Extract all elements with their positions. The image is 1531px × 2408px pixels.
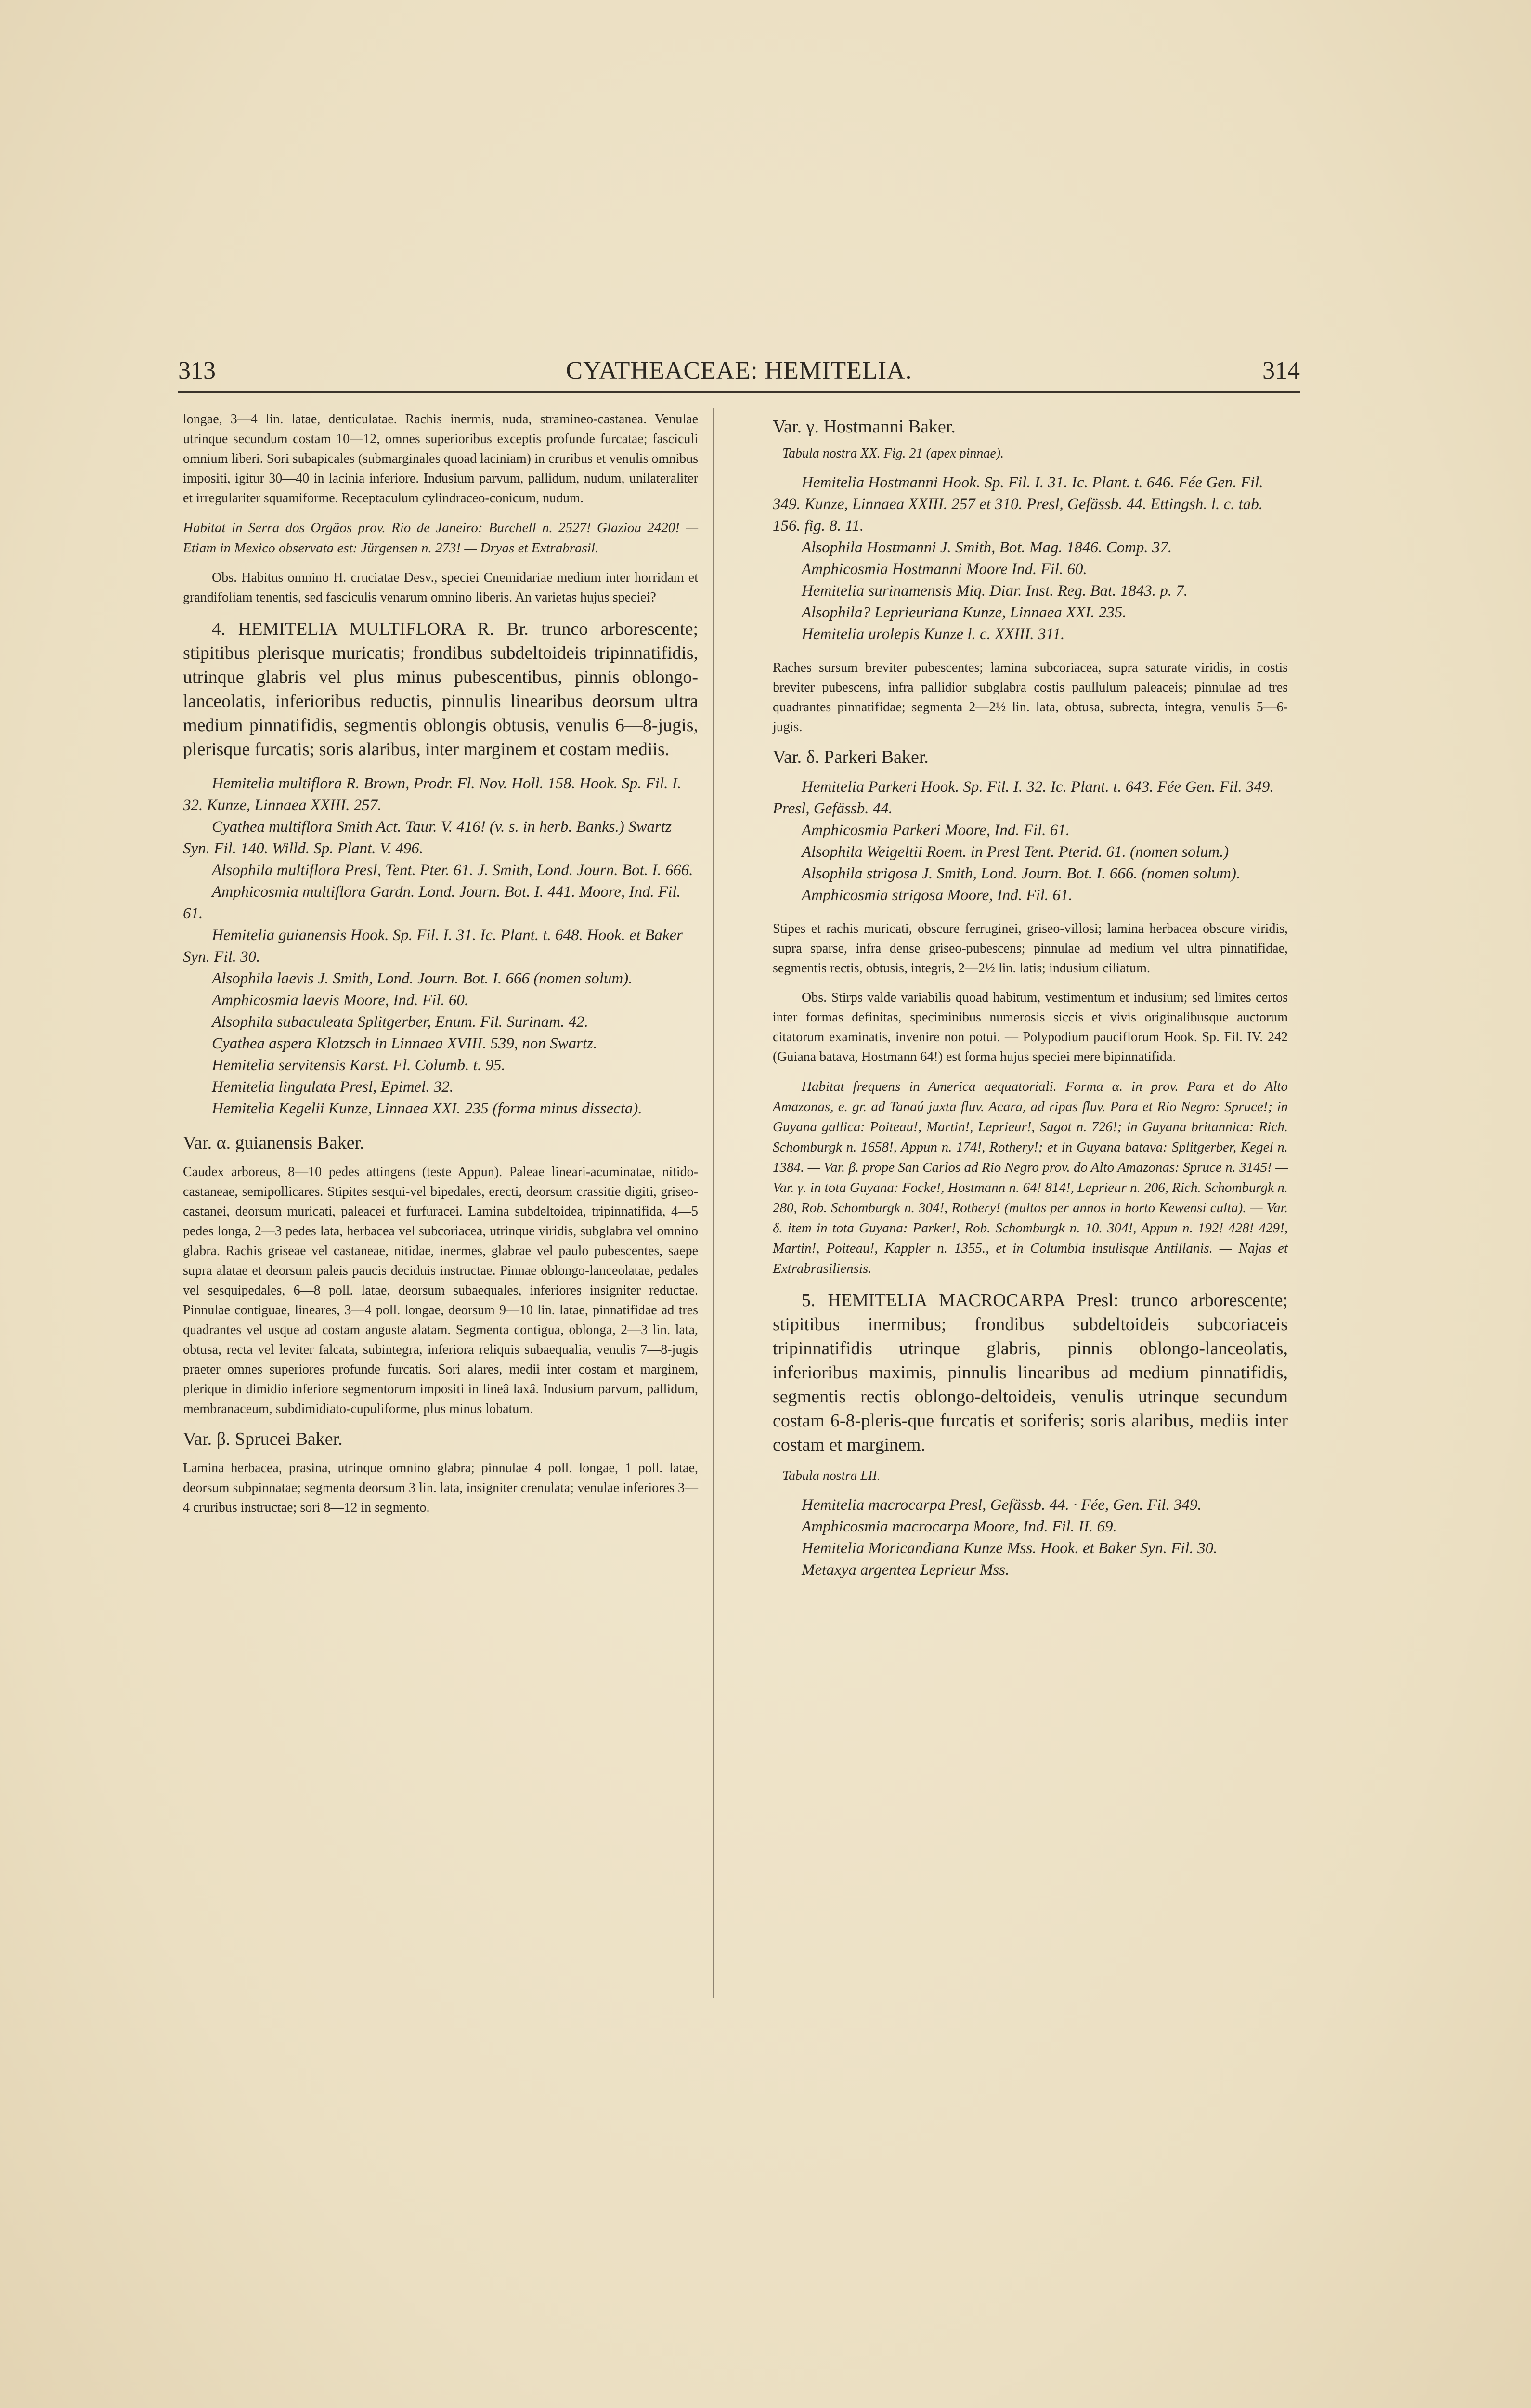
running-header [178, 356, 1300, 390]
plate-reference: Tabula nostra XX. Fig. 21 (apex pinnae). [782, 446, 1004, 461]
habitat-note: Habitat frequens in America aequatoriali. Forma α. in prov. Para et do Alto Amazonas, e. gr. ad Tanaú juxta fluv. Acara, ad ripas fluv. Para et Rio Negro: Spruce!; in Guyana gallica: Poiteau!, Martin!, Leprieur!, Sagot n. 726!; in Guyana britannica: Rich. Schomburgk n. 1658!, Appun n. 174!, Rothery!; et in Guyana batava: Splitgerber, Kegel n. 1384. — Var. β. prope San Carlos ad Rio Negro prov. do Alto Amazonas: Spruce n. 3145! — Var. γ. in tota Guyana: Focke!, Hostmann n. 64! 814!, Leprieur n. 206, Rich. Schomburgk n. 280, Rob. Schomburgk n. 304!, Rothery! (multos per annos in horto Kewensi culta). — Var. δ. item in tota Guyana: Parker!, Rob. Schomburgk n. 10. 304!, Appun n. 192! 428! 429!, Martin!, Poiteau!, Kappler n. 1355., et in Columbia insulisque Antillanis. — Najas et Extrabrasiliensis. [773, 1079, 1288, 1276]
variety-beta-description: Lamina herbacea, prasina, utrinque omnino glabra; pinnulae 4 poll. longae, 1 poll. latae, deorsum subpinnatae; segmenta deorsum 3 lin. lata, insigniter crenulata; venulae inferiores 3—4 cruribus instructae; sori 8—12 in segmento. [183, 1461, 698, 1515]
synonym-entry: Amphicosmia Parkeri Moore, Ind. Fil. 61. [802, 822, 1070, 839]
variety-gamma-heading: Var. γ. Hostmanni Baker. [773, 417, 956, 437]
observation-note: Obs. Stirps valde variabilis quoad habitum, vestimentum et indusium; sed limites certos inter formas definitas, speciminibus numerosis siccis et vivis originalibusque auctorum citatorum examinatis, invenire non potui. — Polypodium pauciflorum Hook. Sp. Fil. IV. 242 (Guiana batava, Hostmann 64!) est forma hujus speciei mere bipinnatifida. [773, 990, 1288, 1064]
synonym-entry: Amphicosmia macrocarpa Moore, Ind. Fil. II. 69. [802, 1518, 1117, 1535]
species-5-diagnosis: 5. HEMITELIA MACROCARPA Presl: trunco arborescente; stipitibus inermibus; frondibus subdeltoideis subcoriaceis tripinnatifidis utrinque glabris, pinnis oblongo-lanceolatis, inferioribus maximis, pinnulis linearibus ad medium pinnatifidis, segmentis rectis oblongo-deltoideis, venulis utrinque secundum costam 6-8-pleris-que furcatis et soriferis; soris alaribus, mediis inter costam et marginem. [773, 1290, 1288, 1455]
observation-note: Obs. Habitus omnino H. cruciatae Desv., speciei Cnemidariae medium inter horridam et grandifoliam tenentis, sed fasciculis venarum omnino liberis. An varietas hujus speciei? [183, 570, 698, 605]
species-5-synonyms [773, 1494, 1288, 1581]
synonym-entry: Hemitelia surinamensis Miq. Diar. Inst. Reg. Bat. 1843. p. 7. [802, 582, 1188, 600]
variety-alpha-heading: Var. α. guianensis Baker. [183, 1133, 364, 1153]
variety-delta-synonyms [773, 776, 1288, 906]
synonym-entry: Hemitelia urolepis Kunze l. c. XXIII. 311. [802, 626, 1065, 643]
synonym-entry: Alsophila subaculeata Splitgerber, Enum. Fil. Surinam. 42. [212, 1013, 588, 1031]
variety-delta-heading: Var. δ. Parkeri Baker. [773, 747, 929, 767]
column-divider [713, 408, 714, 1998]
synonym-entry: Alsophila? Leprieuriana Kunze, Linnaea XXI. 235. [802, 604, 1127, 621]
synonym-entry: Amphicosmia laevis Moore, Ind. Fil. 60. [212, 992, 469, 1009]
synonym-entry: Hemitelia lingulata Presl, Epimel. 32. [212, 1078, 454, 1096]
synonym-entry: Alsophila multiflora Presl, Tent. Pter. 61. J. Smith, Lond. Journ. Bot. I. 666. [212, 862, 693, 879]
left-column [183, 409, 698, 1527]
species-4-diagnosis: 4. HEMITELIA MULTIFLORA R. Br. trunco arborescente; stipitibus plerisque muricatis; frondibus subdeltoideis tripinnatifidis, utrinque glabris vel plus minus pubescentibus, pinnis oblongo-lanceolatis, inferioribus reductis, pinnulis linearibus deorsum ultra medium pinnatifidis, segmentis oblongis obtusis, venulis 6—8-jugis, plerisque furcatis; soris alaribus, inter marginem et costam mediis. [183, 619, 698, 759]
right-column [773, 409, 1288, 1594]
habitat-note: Habitat in Serra dos Orgãos prov. Rio de Janeiro: Burchell n. 2527! Glaziou 2420! — Etiam in Mexico observata est: Jürgensen n. 273! — Dryas et Extrabrasil. [183, 520, 698, 556]
synonym-entry: Amphicosmia multiflora Gardn. Lond. Journ. Bot. I. 441. Moore, Ind. Fil. 61. [183, 883, 681, 922]
variety-gamma-synonyms [773, 472, 1288, 645]
synonym-entry: Cyathea aspera Klotzsch in Linnaea XVIII. 539, non Swartz. [212, 1035, 597, 1052]
synonym-entry: Hemitelia macrocarpa Presl, Gefässb. 44. · Fée, Gen. Fil. 349. [802, 1496, 1202, 1514]
page-number-right: 314 [1262, 357, 1300, 384]
synonym-entry: Hemitelia Parkeri Hook. Sp. Fil. I. 32. Ic. Plant. t. 643. Fée Gen. Fil. 349. Presl, Gefässb. 44. [773, 778, 1274, 817]
synonym-entry: Alsophila Weigeltii Roem. in Presl Tent. Pterid. 61. (nomen solum.) [802, 843, 1229, 861]
synonym-entry: Hemitelia Hostmanni Hook. Sp. Fil. I. 31. Ic. Plant. t. 646. Fée Gen. Fil. 349. Kunze, Linnaea XXIII. 257 et 310. Presl, Gefässb. 44. Ettingsh. l. c. tab. 156. fig. 8. 11. [773, 474, 1263, 535]
synonym-entry: Amphicosmia Hostmanni Moore Ind. Fil. 60. [802, 561, 1087, 578]
variety-beta-heading: Var. β. Sprucei Baker. [183, 1429, 343, 1449]
species-4-synonyms [183, 773, 698, 1120]
synonym-entry: Metaxya argentea Leprieur Mss. [802, 1561, 1010, 1579]
plate-reference: Tabula nostra LII. [782, 1468, 881, 1483]
page-number-left: 313 [178, 357, 216, 384]
synonym-entry: Cyathea multiflora Smith Act. Taur. V. 416! (v. s. in herb. Banks.) Swartz Syn. Fil. 140. Willd. Sp. Plant. V. 496. [183, 818, 672, 857]
header-rule [178, 391, 1300, 393]
synonym-entry: Alsophila laevis J. Smith, Lond. Journ. Bot. I. 666 (nomen solum). [212, 970, 633, 987]
synonym-entry: Hemitelia Moricandiana Kunze Mss. Hook. et Baker Syn. Fil. 30. [802, 1540, 1218, 1557]
synonym-entry: Alsophila strigosa J. Smith, Lond. Journ. Bot. I. 666. (nomen solum). [802, 865, 1241, 882]
description-continued: longae, 3—4 lin. latae, denticulatae. Rachis inermis, nuda, stramineo-castanea. Venulae utrinque secundum costam 10—12, omnes superioribus exceptis profunde furcatae; fasciculi omnium liberi. Sori subapicales (submarginales quoad laciniam) in cruribus et venulis omnibus impositi, igitur 30—40 in lacinia inferiore. Indusium parvum, pallidum, nudum, unilateraliter et irregulariter squamiforme. Receptaculum cylindraceo-conicum, nudum. [183, 412, 698, 506]
synonym-entry: Amphicosmia strigosa Moore, Ind. Fil. 61. [802, 887, 1073, 904]
synonym-entry: Hemitelia Kegelii Kunze, Linnaea XXI. 235 (forma minus dissecta). [212, 1100, 642, 1117]
running-title: CYATHEACEAE: HEMITELIA. [566, 357, 912, 384]
synonym-entry: Hemitelia servitensis Karst. Fl. Columb. t. 95. [212, 1057, 506, 1074]
synonym-entry: Hemitelia guianensis Hook. Sp. Fil. I. 31. Ic. Plant. t. 648. Hook. et Baker Syn. Fil. 30. [183, 927, 683, 966]
variety-alpha-description: Caudex arboreus, 8—10 pedes attingens (teste Appun). Paleae lineari-acuminatae, nitido-castaneae, semipollicares. Stipites sesqui-vel bipedales, erecti, deorsum crassitie digiti, griseo-castanei, deorsum muricati, paleacei et furfuracei. Lamina subdeltoidea, tripinnatifida, 4—5 pedes longa, 2—3 pedes lata, herbacea vel subcoriacea, utrinque viridis, subglabra vel omnino glabra. Rachis griseae vel castaneae, nitidae, inermes, glabrae vel paulo pubescentes, saepe supra alatae et deorsum paleis paucis deciduis instructae. Pinnae oblongo-lanceolatae, pedales vel sesquipedales, 6—8 poll. latae, deorsum subaequales, inferiores insigniter reductae. Pinnulae contiguae, lineares, 3—4 poll. longae, deorsum 9—10 lin. latae, pinnatifidae ad tres quadrantes vel usque ad costam anguste alatam. Segmenta contigua, oblonga, 2—3 lin. lata, obtusa, recta vel leviter falcata, subintegra, inferiora reliquis subaequalia, venulis 7—8-jugis praeter omnes superiores profunde furcatis. Sori alares, medii inter costam et marginem, plerique in dimidio inferiore segmentorum impositi in lineâ laxâ. Indusium parvum, pallidum, membranaceum, subdimidiato-cupuliforme, plus minus lobatum. [183, 1165, 698, 1416]
synonym-entry: Alsophila Hostmanni J. Smith, Bot. Mag. 1846. Comp. 37. [802, 539, 1172, 556]
variety-gamma-description: Raches sursum breviter pubescentes; lamina subcoriacea, supra saturate viridis, in costis breviter pubescens, infra pallidior subglabra costis paullulum paleaceis; pinnulae ad tres quadrantes pinnatifidae; segmenta 2—2½ lin. lata, obtusa, subrecta, integra, venulis 5—6-jugis. [773, 660, 1288, 734]
synonym-entry: Hemitelia multiflora R. Brown, Prodr. Fl. Nov. Holl. 158. Hook. Sp. Fil. I. 32. Kunze, Linnaea XXIII. 257. [183, 775, 681, 814]
variety-delta-description: Stipes et rachis muricati, obscure ferruginei, griseo-villosi; lamina herbacea obscure viridis, supra sparse, infra dense griseo-pubescens; pinnulae ad medium vel ultra pinnatifidae, segmentis rectis, obtusis, integris, 2—2½ lin. latis; indusium ciliatum. [773, 921, 1288, 976]
